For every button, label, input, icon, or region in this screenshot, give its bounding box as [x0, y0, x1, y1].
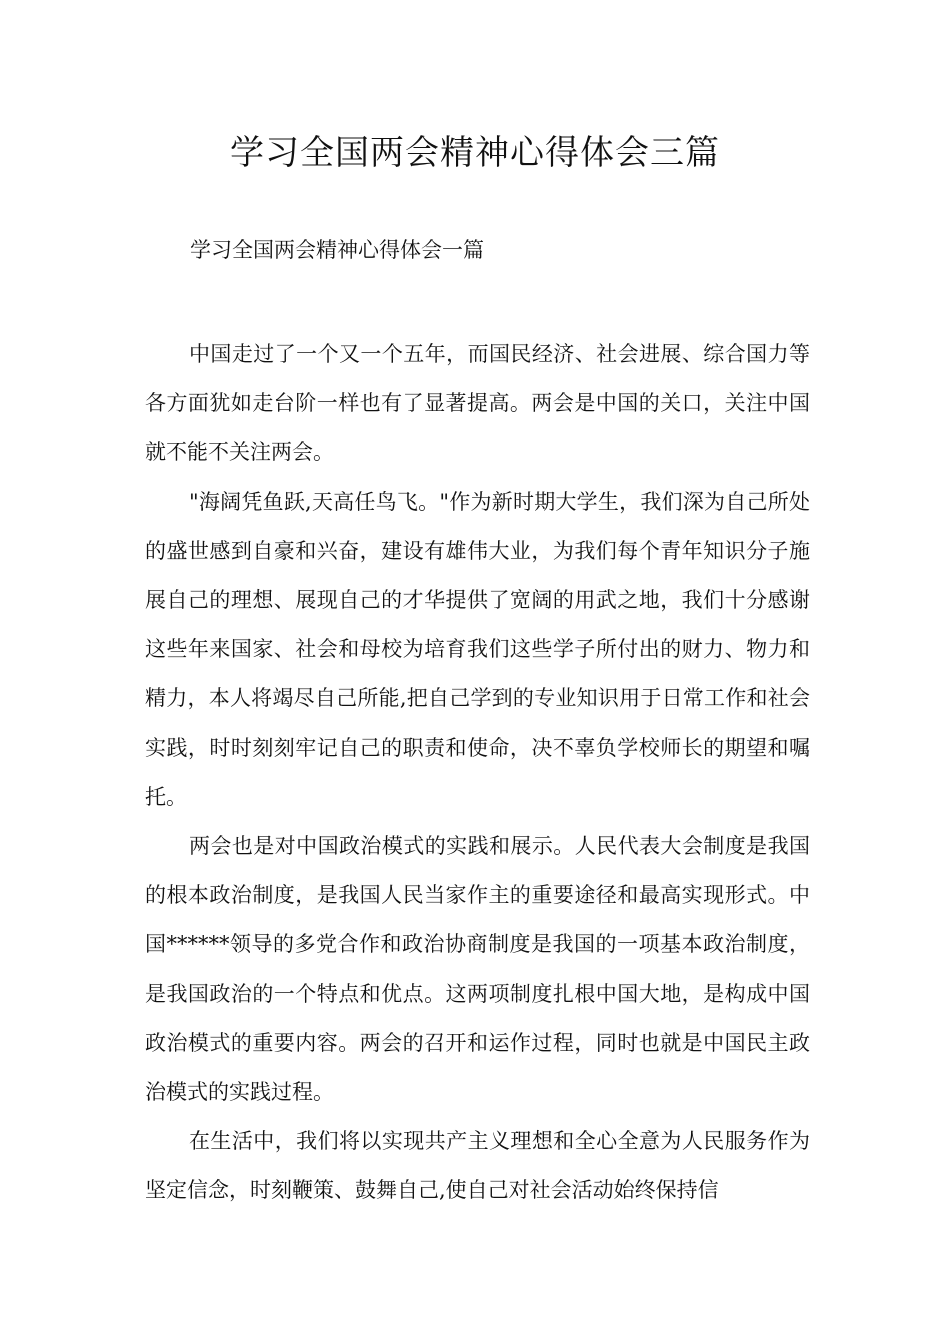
paragraph: 在生活中，我们将以实现共产主义理想和全心全意为人民服务作为坚定信念，时刻鞭策、鼓舞自己,使自己对社会活动始终保持信 [145, 1129, 810, 1203]
document-title: 学习全国两会精神心得体会三篇 [230, 133, 720, 173]
paragraph: "海阔凭鱼跃,天高任鸟飞。"作为新时期大学生，我们深为自己所处的盛世感到自豪和兴奋，建设有雄伟大业，为我们每个青年知识分子施展自己的理想、展现自己的才华提供了宽阔的用武之地，我们十分感谢这些年来国家、社会和母校为培育我们这些学子所付出的财力、物力和精力，本人将竭尽自己所能,把自己学到的专业知识用于日常工作和社会实践，时时刻刻牢记自己的职责和使命，决不辜负学校师长的期望和嘱托。 [145, 489, 810, 809]
paragraph: 两会也是对中国政治模式的实践和展示。人民代表大会制度是我国的根本政治制度，是我国人民当家作主的重要途径和最高实现形式。中国******领导的多党合作和政治协商制度是我国的一项基本政治制度，是我国政治的一个特点和优点。这两项制度扎根中国大地，是构成中国政治模式的重要内容。两会的召开和运作过程，同时也就是中国民主政治模式的实践过程。 [145, 834, 810, 1105]
document-body [145, 330, 810, 1216]
paragraph: 中国走过了一个又一个五年，而国民经济、社会进展、综合国力等各方面犹如走台阶一样也有了显著提高。两会是中国的关口，关注中国就不能不关注两会。 [145, 342, 810, 465]
document-subtitle: 学习全国两会精神心得体会一篇 [190, 238, 484, 262]
